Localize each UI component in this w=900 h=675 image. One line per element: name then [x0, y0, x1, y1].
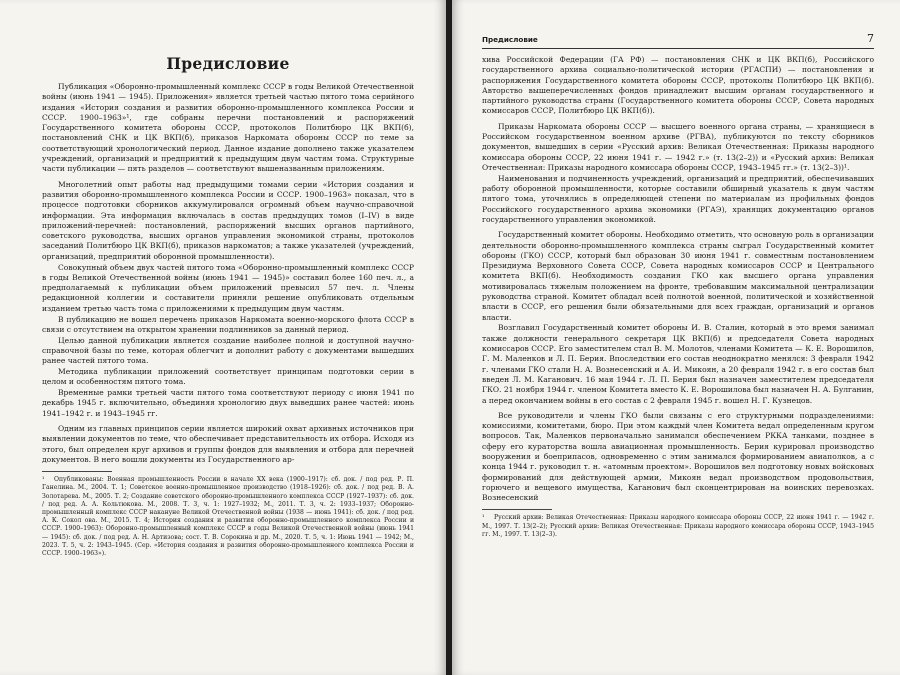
paragraph: Возглавил Государственный комитет обороны И. В. Сталин, который в это время занимал также должности генерального секретаря ЦК ВКП(б) и председателя Совета народных комиссаров СССР. Его заместителем стал В. М. Молотов, членами Комитета — К. Е. Ворошилов, Г. М. Маленков и Л. П. Берия. Впоследствии его состав неоднократно менялся: 3 февраля 1942 г. членами ГКО стали Н. А. Вознесенский и А. И. Микоян, а 20 февраля 1942 г. в его состав был введен Л. М. Каганович. 16 мая 1944 г. Л. П. Берия был назначен заместителем председателя ГКО. 21 ноября 1944 г. членом Комитета вместо К. Е. Ворошилова был назначен Н. А. Булганин, а перед окончанием войны в его состав с 2 февраля 1945 г. вошел Н. Г. Кузнецов. [482, 323, 874, 405]
paragraph: Целью данной публикации является создание наиболее полной и доступной научно-справочной базы по теме, которая облегчит и дополнит работу с документами вышедших ранее частей пятого тома. [42, 335, 414, 366]
footnote-text: Русский архив: Великая Отечественная: Приказы народного комиссара обороны СССР, 22 июня 1941 г. — 1942 г. М., 1997. Т. 13(2–2); Русский архив: Великая Отечественная: Приказы народного комиссара обороны СССР, 1943–1945 гг. М., 1997. Т. 13(2–3). [482, 514, 874, 538]
footnote [42, 476, 414, 558]
paragraph: Многолетний опыт работы над предыдущими томами серии «История создания и развития оборонно-промышленного комплекса России и СССР. 1900–1963» показал, что в процессе подготовки сборников аккумулировался огромный объем научно-справочной информации. Эта информация включалась в состав предыдущих томов (I–IV) в виде приложений-перечней: постановлений, распоряжений высших органов партийного, советского руководства, высших органов управления экономикой страны, протоколов заседаний Политбюро ЦК ВКП(б), приказов наркоматов; а также указателей (учреждений, организаций, предприятий оборонной промышленности). [42, 179, 414, 261]
paragraph: Временные рамки третьей части пятого тома соответствуют периоду с июня 1941 по декабрь 1945 г. включительно, объединяя хронологию двух выведших ранее частей: июнь 1941–1942 г. и 1943–1945 гг. [42, 388, 414, 418]
footnote-divider [482, 509, 552, 510]
paragraph: Публикация «Оборонно-промышленный комплекс СССР в годы Великой Отечественной войны (июнь 1941 — 1945). Приложения» является третьей частью пятого тома серийного издания «История создания и развития оборонно-промышленного комплекса России и СССР. 1900–1963»¹, где собраны перечни постановлений и распоряжений Государственного комитета обороны СССР, протоколов Политбюро ЦК ВКП(б), постановлений СНК и ЦК ВКП(б), приказов Наркомата обороны СССР по теме за соответствующий хронологический период. Данное издание дополнено также указателем учреждений, организаций и предприятий к предыдущим двум частям тома. Структурные части публикации — пять разделов — соответствуют вышеназванным приложениям. [42, 82, 414, 174]
right-page [452, 0, 900, 675]
paragraph: Наименования и подчиненность учреждений, организаций и предприятий, обеспечивавших работу оборонной промышленности, которые составили обширный указатель к двум частям пятого тома, уточнялись в определяющей степени по материалам из профильных фондов Российского государственного архива экономики (РГАЭ), хранящих документацию органов государственного управления экономикой. [482, 173, 874, 224]
footnote-text: Опубликованы: Военная промышленность России в начале XX века (1900–1917): сб. док. / под ред. Р. П. Ганелина. М., 2004. Т. 1; Советское военно-промышленное производство (1918–1926): сб. док. / под ред. В. А. Золотарева. М., 2005. Т. 2; Создание советского оборонно-промышленного комплекса СССР (1927–1937): сб. док. / под ред. А. А. Кольтюкова. М., 2008. Т. 3, ч. 1: 1927–1932; М., 2011. Т. 3, ч. 2: 1933–1937; Оборонно-промышленный комплекс СССР накануне Великой Отечественной войны (1938 — июнь 1941): сб. док. / под ред. А. К. Сокол ова. М., 2015. Т. 4; История создания и развития оборонно-промышленного комплекса России и СССР. 1900–1963): Оборонно-промышленный комплекс СССР в годы Великой Отечественной войны (июнь 1941 — 1945): сб. док. / под ред. А. Н. Артизова; сост. Т. В. Сорокина и др. М., 2020. Т. 5, ч. 1: Июнь 1941 — 1942; М., 2023. Т. 5, ч. 2: 1943–1945. (Сер. «История создания и развития оборонно-промышленного комплекса России и СССР. 1900–1963»). [42, 476, 414, 558]
paragraph: хива Российской Федерации (ГА РФ) — постановления СНК и ЦК ВКП(б), Российского государственного архива социально-политической истории (РГАСПИ) — постановления и распоряжения Государственного комитета обороны СССР, протоколы Политбюро ЦК ВКП(б). Авторство вышеперечисленных фондов принадлежит высшим органам государственного и партийного руководства страны (Государственного комитета обороны СССР, Совета народных комиссаров СССР, Политбюро ЦК ВКП(б)). [482, 55, 874, 116]
chapter-title: Предисловие [166, 54, 290, 73]
footnote-mark: ¹ [42, 476, 45, 484]
running-header [482, 32, 874, 49]
paragraph: Все руководители и члены ГКО были связаны с его структурными подразделениями: комиссиями, комитетами, бюро. При этом каждый член Комитета ведал определенным кругом вопросов. Так, Маленков первоначально занимался обеспечением РККА танками, позднее в сферу его кураторства вошла авиационная промышленность. Берия курировал производство вооружения и боеприпасов, одновременно с этим занимался формированием авиаполков, а с конца 1944 г. руководил т. н. «атомным проектом». Ворошилов вел подготовку новых войсковых формирований для действующей армии, Микоян ведал производством продовольствия, горючего и вещевого имущества, Каганович был сконцентрирован на воинских перевозках. Вознесенский [482, 410, 874, 503]
paragraph: Совокупный объем двух частей пятого тома «Оборонно-промышленный комплекс СССР в годы Великой Отечественной войны (июнь 1941 — 1945)» составил более 160 печ. л., а предполагаемый к публикации объем приложений превысил 57 печ. л. Члены редакционной коллегии и составители приняли решение опубликовать отдельным изданием третью часть тома с приложениями к предыдущим двум частям. [42, 262, 414, 313]
footnote-mark: ¹ [482, 514, 485, 522]
paragraph: В публикацию не вошел перечень приказов Наркомата военно-морского флота СССР в связи с отсутствием на открытом хранении подлинников за данный период. [42, 314, 414, 334]
footnote [482, 514, 874, 539]
paragraph: Методика публикации приложений соответствует принципам подготовки серии в целом и особенностям пятого тома. [42, 367, 414, 387]
left-page [0, 0, 446, 675]
right-page-content [482, 32, 874, 539]
left-page-content [42, 54, 414, 558]
footnote-divider [42, 471, 112, 472]
page-number: 7 [867, 32, 874, 45]
paragraph: Приказы Наркомата обороны СССР — высшего военного органа страны, — хранящиеся в Российском государственном военном архиве (РГВА), публикуются по тексту сборников документов, вышедших в серии «Русский архив: Великая Отечественная: Приказы народного комиссара обороны СССР, 22 июня 1941 г. — 1942 г.» (т. 13(2–2)) и «Русский архив: Великая Отечественная: Приказы народного комиссара обороны СССР, 1943–1945 гг.» (т. 13(2–3))¹. [482, 121, 874, 172]
running-header-title: Предисловие [482, 35, 538, 44]
paragraph: Государственный комитет обороны. Необходимо отметить, что основную роль в организации деятельности оборонно-промышленного комплекса страны сыграл Государственный комитет обороны (ГКО) СССР, который был образован 30 июня 1941 г. совместным постановлением Президиума Верховного Совета СССР, Совета народных комиссаров СССР и Центрального комитета ВКП(б). Необходимость создания ГКО как высшего органа управления мотивировалась тяжелым положением на фронте, требовавшим максимальной централизации руководства страной. Комитет обладал всей полнотой военной, политической и хозяйственной власти в СССР, его решения были обязательными для всех граждан, организаций и органов власти. [482, 230, 874, 322]
paragraph: Одним из главных принципов серии является широкий охват архивных источников при выявлении документов по теме, что обеспечивает представительность их отбора. Исходя из этого, был определен круг архивов и группы фондов для выявления и отбора для перечней документов. В него вошли документы из Государственного ар- [42, 424, 414, 464]
